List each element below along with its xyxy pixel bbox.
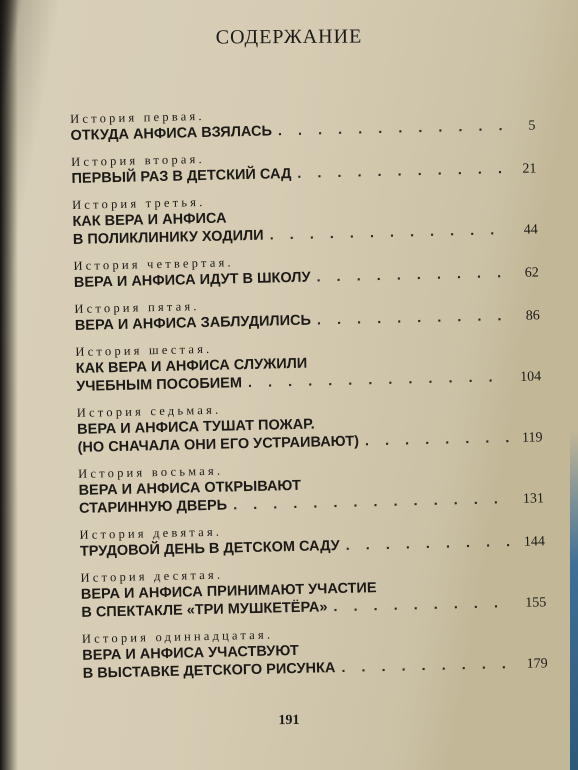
toc-page-number: 104 — [519, 369, 542, 385]
toc-entry-heading: История девятая. — [79, 524, 223, 542]
dot-leader — [269, 221, 504, 244]
toc-entry-title: УЧЕБНЫМ ПОСОБИЕМ — [76, 375, 243, 395]
toc-entry — [77, 395, 543, 458]
toc-entry-title: СТАРИННУЮ ДВЕРЬ — [78, 497, 228, 517]
dot-leader — [278, 117, 502, 140]
toc-entry — [70, 101, 536, 146]
toc-page-number: 119 — [521, 430, 543, 446]
toc-entry — [71, 144, 537, 189]
dot-leader — [345, 533, 511, 555]
toc-entry-title: ТРУДОВОЙ ДЕНЬ В ДЕТСКОМ САДУ — [79, 537, 340, 560]
toc-entry-title: ВЕРА И АНФИСА ПРИНИМАЮТ УЧАСТИЕ — [80, 580, 377, 603]
toc-entry-heading: История одиннадцатая. — [81, 627, 274, 646]
toc-entry-title: В СПЕКТАКЛЕ «ТРИ МУШКЕТЁРА» — [81, 599, 328, 621]
toc-page-number: 155 — [525, 595, 547, 611]
toc-entry-title: ВЕРА И АНФИСА ОТКРЫВАЮТ — [78, 477, 302, 499]
toc-page-number: 144 — [523, 534, 546, 550]
dot-leader — [317, 307, 506, 329]
page-number: 191 — [278, 712, 300, 729]
toc-entry-title: ВЕРА И АНФИСА ИДУТ В ШКОЛУ — [73, 269, 311, 291]
toc-entry-title: КАК ВЕРА И АНФИСА — [72, 210, 227, 230]
dot-leader — [333, 594, 512, 616]
toc-entry — [72, 187, 538, 250]
toc-entry-title: ВЕРА И АНФИСА ТУШАТ ПОЖАР. — [77, 416, 315, 438]
dot-leader — [297, 160, 502, 183]
toc-page-number: 179 — [526, 656, 548, 672]
toc-entry-title: В ВЫСТАВКЕ ДЕТСКОГО РИСУНКА — [82, 660, 336, 682]
toc-entry — [79, 517, 545, 562]
toc-entry — [80, 560, 546, 623]
toc-entry-title: ПЕРВЫЙ РАЗ В ДЕТСКИЙ САД — [71, 165, 292, 187]
toc-page-number: 131 — [522, 491, 545, 507]
toc-entry — [73, 248, 539, 293]
dot-leader — [365, 429, 509, 450]
toc-entry — [74, 291, 540, 336]
toc-page-number: 5 — [528, 118, 536, 134]
toc-entry-heading: История седьмая. — [76, 402, 222, 420]
dot-leader — [316, 264, 505, 286]
toc-entry-heading: История шестая. — [75, 341, 213, 359]
dot-leader — [341, 655, 514, 677]
toc-entry-heading: История четвертая. — [73, 255, 234, 273]
spine-shadow — [0, 0, 18, 770]
toc-entry — [75, 334, 541, 397]
toc-entry-heading: История третья. — [71, 194, 206, 212]
toc-entry-title: ОТКУДА АНФИСА ВЗЯЛАСЬ — [70, 123, 273, 144]
toc-page-number: 21 — [522, 161, 537, 177]
toc-entry — [78, 456, 544, 519]
toc-entry-title: (НО СНАЧАЛА ОНИ ЕГО УСТРАИВАЮТ) — [77, 433, 360, 456]
toc-entry-heading: История пятая. — [74, 299, 200, 316]
toc-entry-title: ВЕРА И АНФИСА УЧАСТВУЮТ — [82, 642, 299, 664]
page-title: СОДЕРЖАНИЕ — [215, 25, 363, 49]
toc-entry-heading: История десятая. — [80, 567, 224, 585]
toc-entry-heading: История вторая. — [70, 151, 206, 169]
toc-entry-title: ВЕРА И АНФИСА ЗАБЛУДИЛИСЬ — [74, 312, 312, 334]
toc-entry-title: КАК ВЕРА И АНФИСА СЛУЖИЛИ — [75, 355, 308, 377]
toc-page-number: 62 — [524, 265, 539, 281]
toc-page-number: 86 — [525, 308, 540, 324]
toc-page-number: 44 — [523, 222, 538, 238]
toc-entry-heading: История первая. — [70, 108, 205, 126]
table-of-contents — [70, 101, 548, 692]
toc-entry — [82, 621, 548, 684]
toc-entry-title: В ПОЛИКЛИНИКУ ХОДИЛИ — [72, 227, 264, 248]
toc-entry-heading: История восьмая. — [78, 463, 224, 481]
